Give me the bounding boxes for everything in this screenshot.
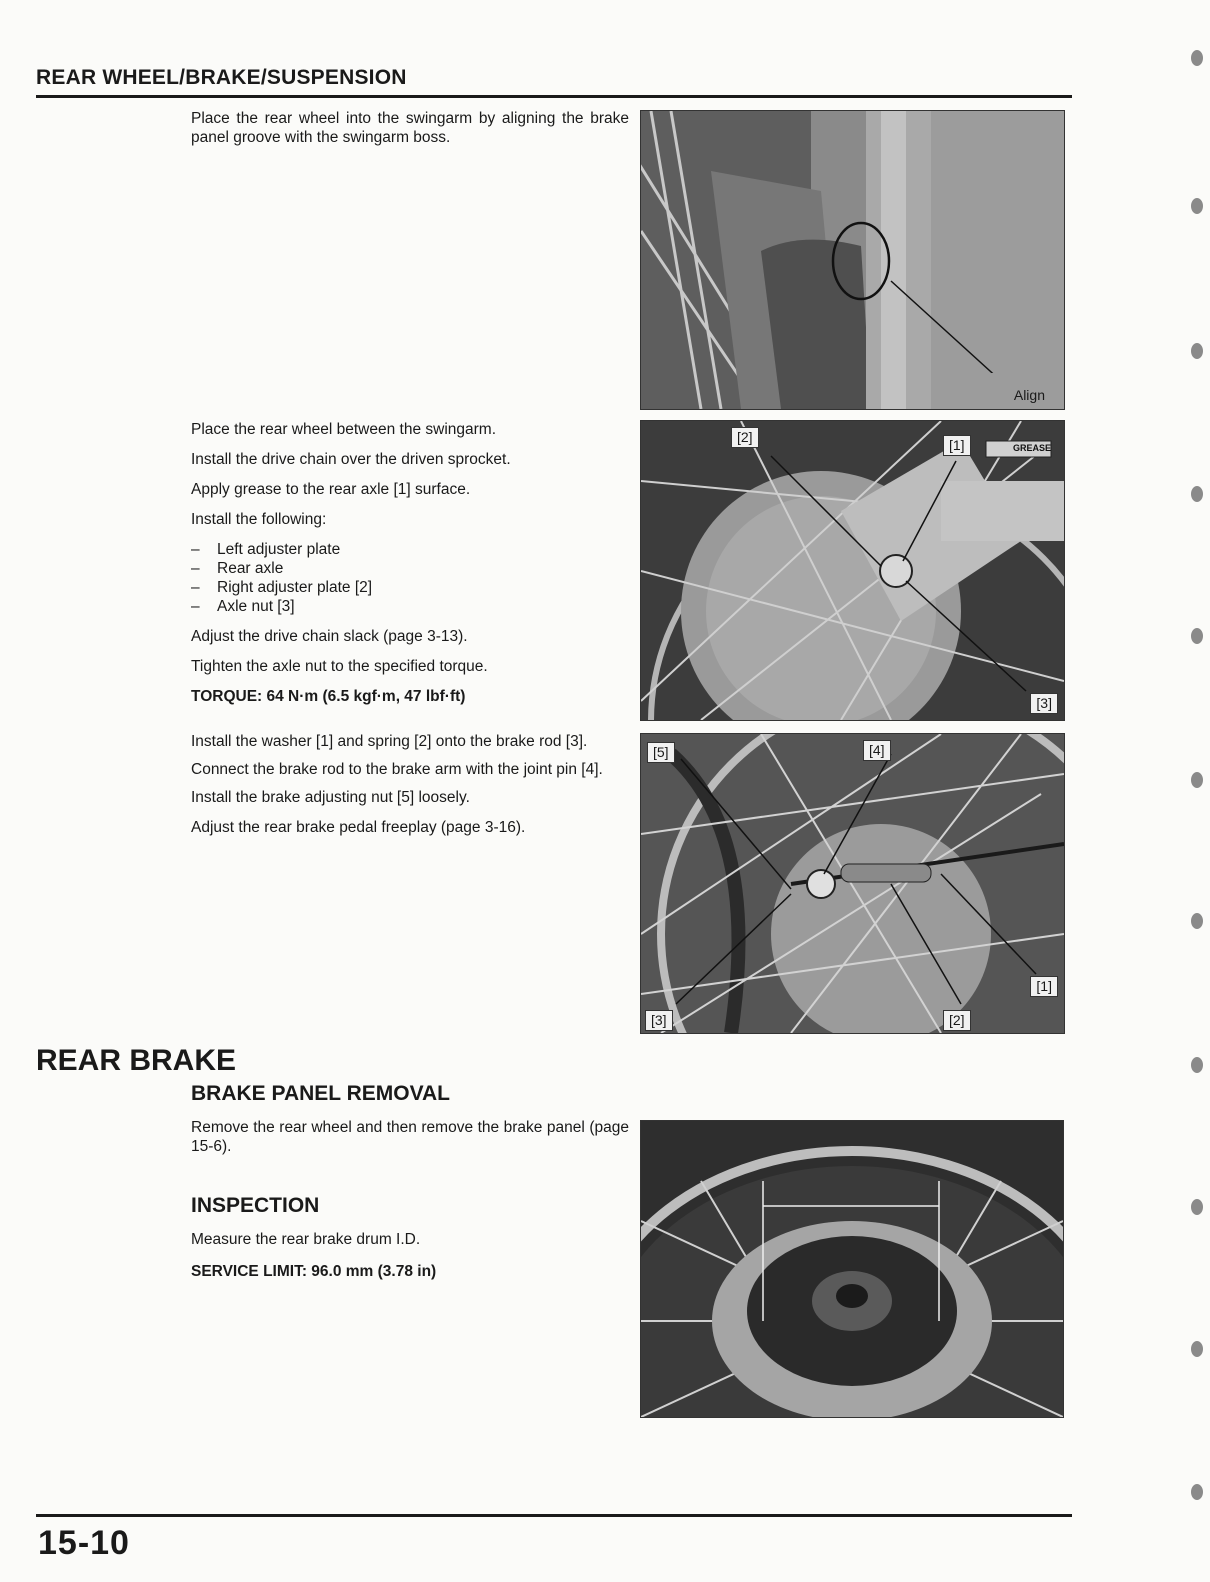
grease-label: GREASE [1013,443,1052,453]
step2-after: Adjust the drive chain slack (page 3-13). [191,628,468,645]
callout-3: [3] [645,1010,673,1031]
callout-2: [2] [731,427,759,448]
binder-hole [1191,772,1203,788]
section-heading-rear-brake: REAR BRAKE [36,1044,237,1077]
page-number: 15-10 [38,1524,130,1562]
footer-rule [36,1514,1072,1517]
callout-3: [3] [1030,693,1058,714]
binder-hole [1191,1484,1203,1500]
binder-hole [1191,1199,1203,1215]
removal-text: Remove the rear wheel and then remove the brake panel (page 15-6). [191,1119,629,1155]
inspection-text: Measure the rear brake drum I.D. [191,1231,421,1248]
figure-brake-rod-illustration [641,734,1064,1033]
callout-5: [5] [647,742,675,763]
list-item: – Right adjuster plate [2] [191,579,373,596]
step2-line: Install the drive chain over the driven sprocket. [191,451,511,468]
subheading-inspection: INSPECTION [191,1194,320,1217]
figure-axle-illustration [641,421,1064,720]
figure-axle-photo [640,420,1065,721]
step2-line: Apply grease to the rear axle [1] surface. [191,481,471,498]
step2-after: Tighten the axle nut to the specified torque. [191,658,488,675]
install-list [191,540,629,616]
list-item: – Axle nut [3] [191,598,295,615]
figure-align-photo [640,110,1065,410]
figure-drum-illustration [641,1121,1063,1417]
callout-align: Align [1013,387,1045,403]
list-dash: – [191,560,200,577]
callout-4: [4] [863,740,891,761]
step3-p4: Adjust the rear brake pedal freeplay (page 3-16). [191,819,526,836]
step2-block [191,420,629,706]
step2-line: Install the following: [191,511,327,528]
subheading-panel-removal: BRAKE PANEL REMOVAL [191,1082,451,1105]
step2-line: Place the rear wheel between the swingarm. [191,421,496,438]
list-dash: – [191,598,200,615]
binder-hole [1191,1341,1203,1357]
step3-p1: Install the washer [1] and spring [2] onto the brake rod [3]. [191,733,588,750]
torque-spec: TORQUE: 64 N·m (6.5 kgf·m, 47 lbf·ft) [191,688,466,705]
callout-2: [2] [943,1010,971,1031]
callout-1: [1] [1030,976,1058,997]
binder-hole [1191,486,1203,502]
step3-p2: Connect the brake rod to the brake arm with the joint pin [4]. [191,761,603,778]
binder-hole [1191,1057,1203,1073]
figure-brake-rod-photo [640,733,1065,1034]
binder-hole [1191,50,1203,66]
figure-drum-photo [640,1120,1064,1418]
header-rule [36,95,1072,98]
list-item: – Left adjuster plate [191,541,341,558]
list-item: – Rear axle [191,560,284,577]
callout-1: [1] [943,435,971,456]
service-limit: SERVICE LIMIT: 96.0 mm (3.78 in) [191,1263,437,1280]
binder-hole [1191,913,1203,929]
binder-hole [1191,198,1203,214]
binder-hole [1191,343,1203,359]
step1-text: Place the rear wheel into the swingarm by aligning the brake panel groove with the swingarm boss. [191,110,629,146]
section-title: REAR WHEEL/BRAKE/SUSPENSION [36,66,407,89]
list-dash: – [191,579,200,596]
step3-p3: Install the brake adjusting nut [5] loosely. [191,789,470,806]
step3-block [191,732,629,837]
figure-align-illustration [641,111,1064,409]
list-dash: – [191,541,200,558]
binder-hole [1191,628,1203,644]
